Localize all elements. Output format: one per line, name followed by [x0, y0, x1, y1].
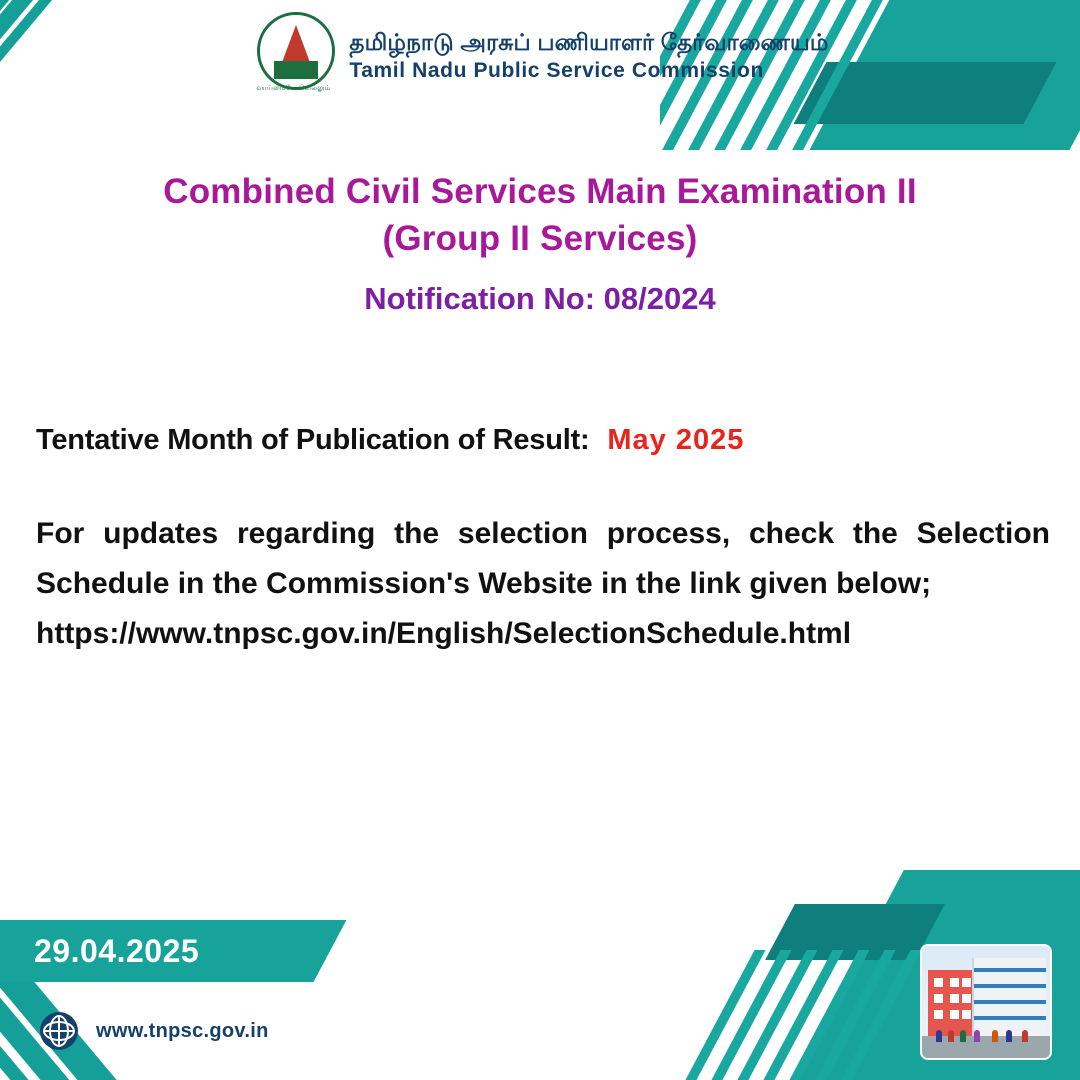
- page-title-line2: (Group II Services): [382, 219, 698, 259]
- website-url[interactable]: www.tnpsc.gov.in: [96, 1019, 269, 1042]
- selection-schedule-link[interactable]: https://www.tnpsc.gov.in/English/SelectionSchedule.html: [36, 616, 852, 650]
- publish-date: 29.04.2025: [34, 932, 200, 969]
- instruction-paragraph: [36, 509, 1050, 658]
- website-footer[interactable]: [40, 1012, 269, 1050]
- ribbon-tail: [254, 920, 347, 982]
- emblem-caption: வாய்மையே வெல்லும்: [256, 85, 331, 92]
- body-block: [36, 424, 1052, 658]
- org-name-english: Tamil Nadu Public Service Commission: [349, 58, 764, 82]
- org-name-tamil: தமிழ்நாடு அரசுப் பணியாளர் தேர்வாணையம்: [349, 28, 829, 55]
- date-ribbon: [0, 920, 300, 982]
- emblem-ring: [257, 12, 335, 90]
- organization-name: [349, 28, 828, 84]
- tnpsc-building-photo: [922, 946, 1050, 1058]
- instruction-text: For updates regarding the selection process, check the Selection Schedule in the Commission's Website in the link given below;: [36, 517, 1050, 600]
- notification-number: Notification No: 08/2024: [364, 280, 716, 316]
- title-block: [60, 168, 1020, 317]
- result-publication-line: [36, 424, 1052, 457]
- globe-icon: [40, 1012, 78, 1050]
- header: [0, 8, 1080, 104]
- page-title: [60, 168, 1020, 263]
- emblem-base: [274, 61, 318, 79]
- page-title-line1: Combined Civil Services Main Examination II: [163, 172, 917, 211]
- result-label: Tentative Month of Publication of Result:: [36, 424, 590, 456]
- result-value: May 2025: [607, 424, 745, 456]
- emblem-tower: [281, 25, 311, 65]
- tnpsc-emblem-icon: [251, 8, 335, 104]
